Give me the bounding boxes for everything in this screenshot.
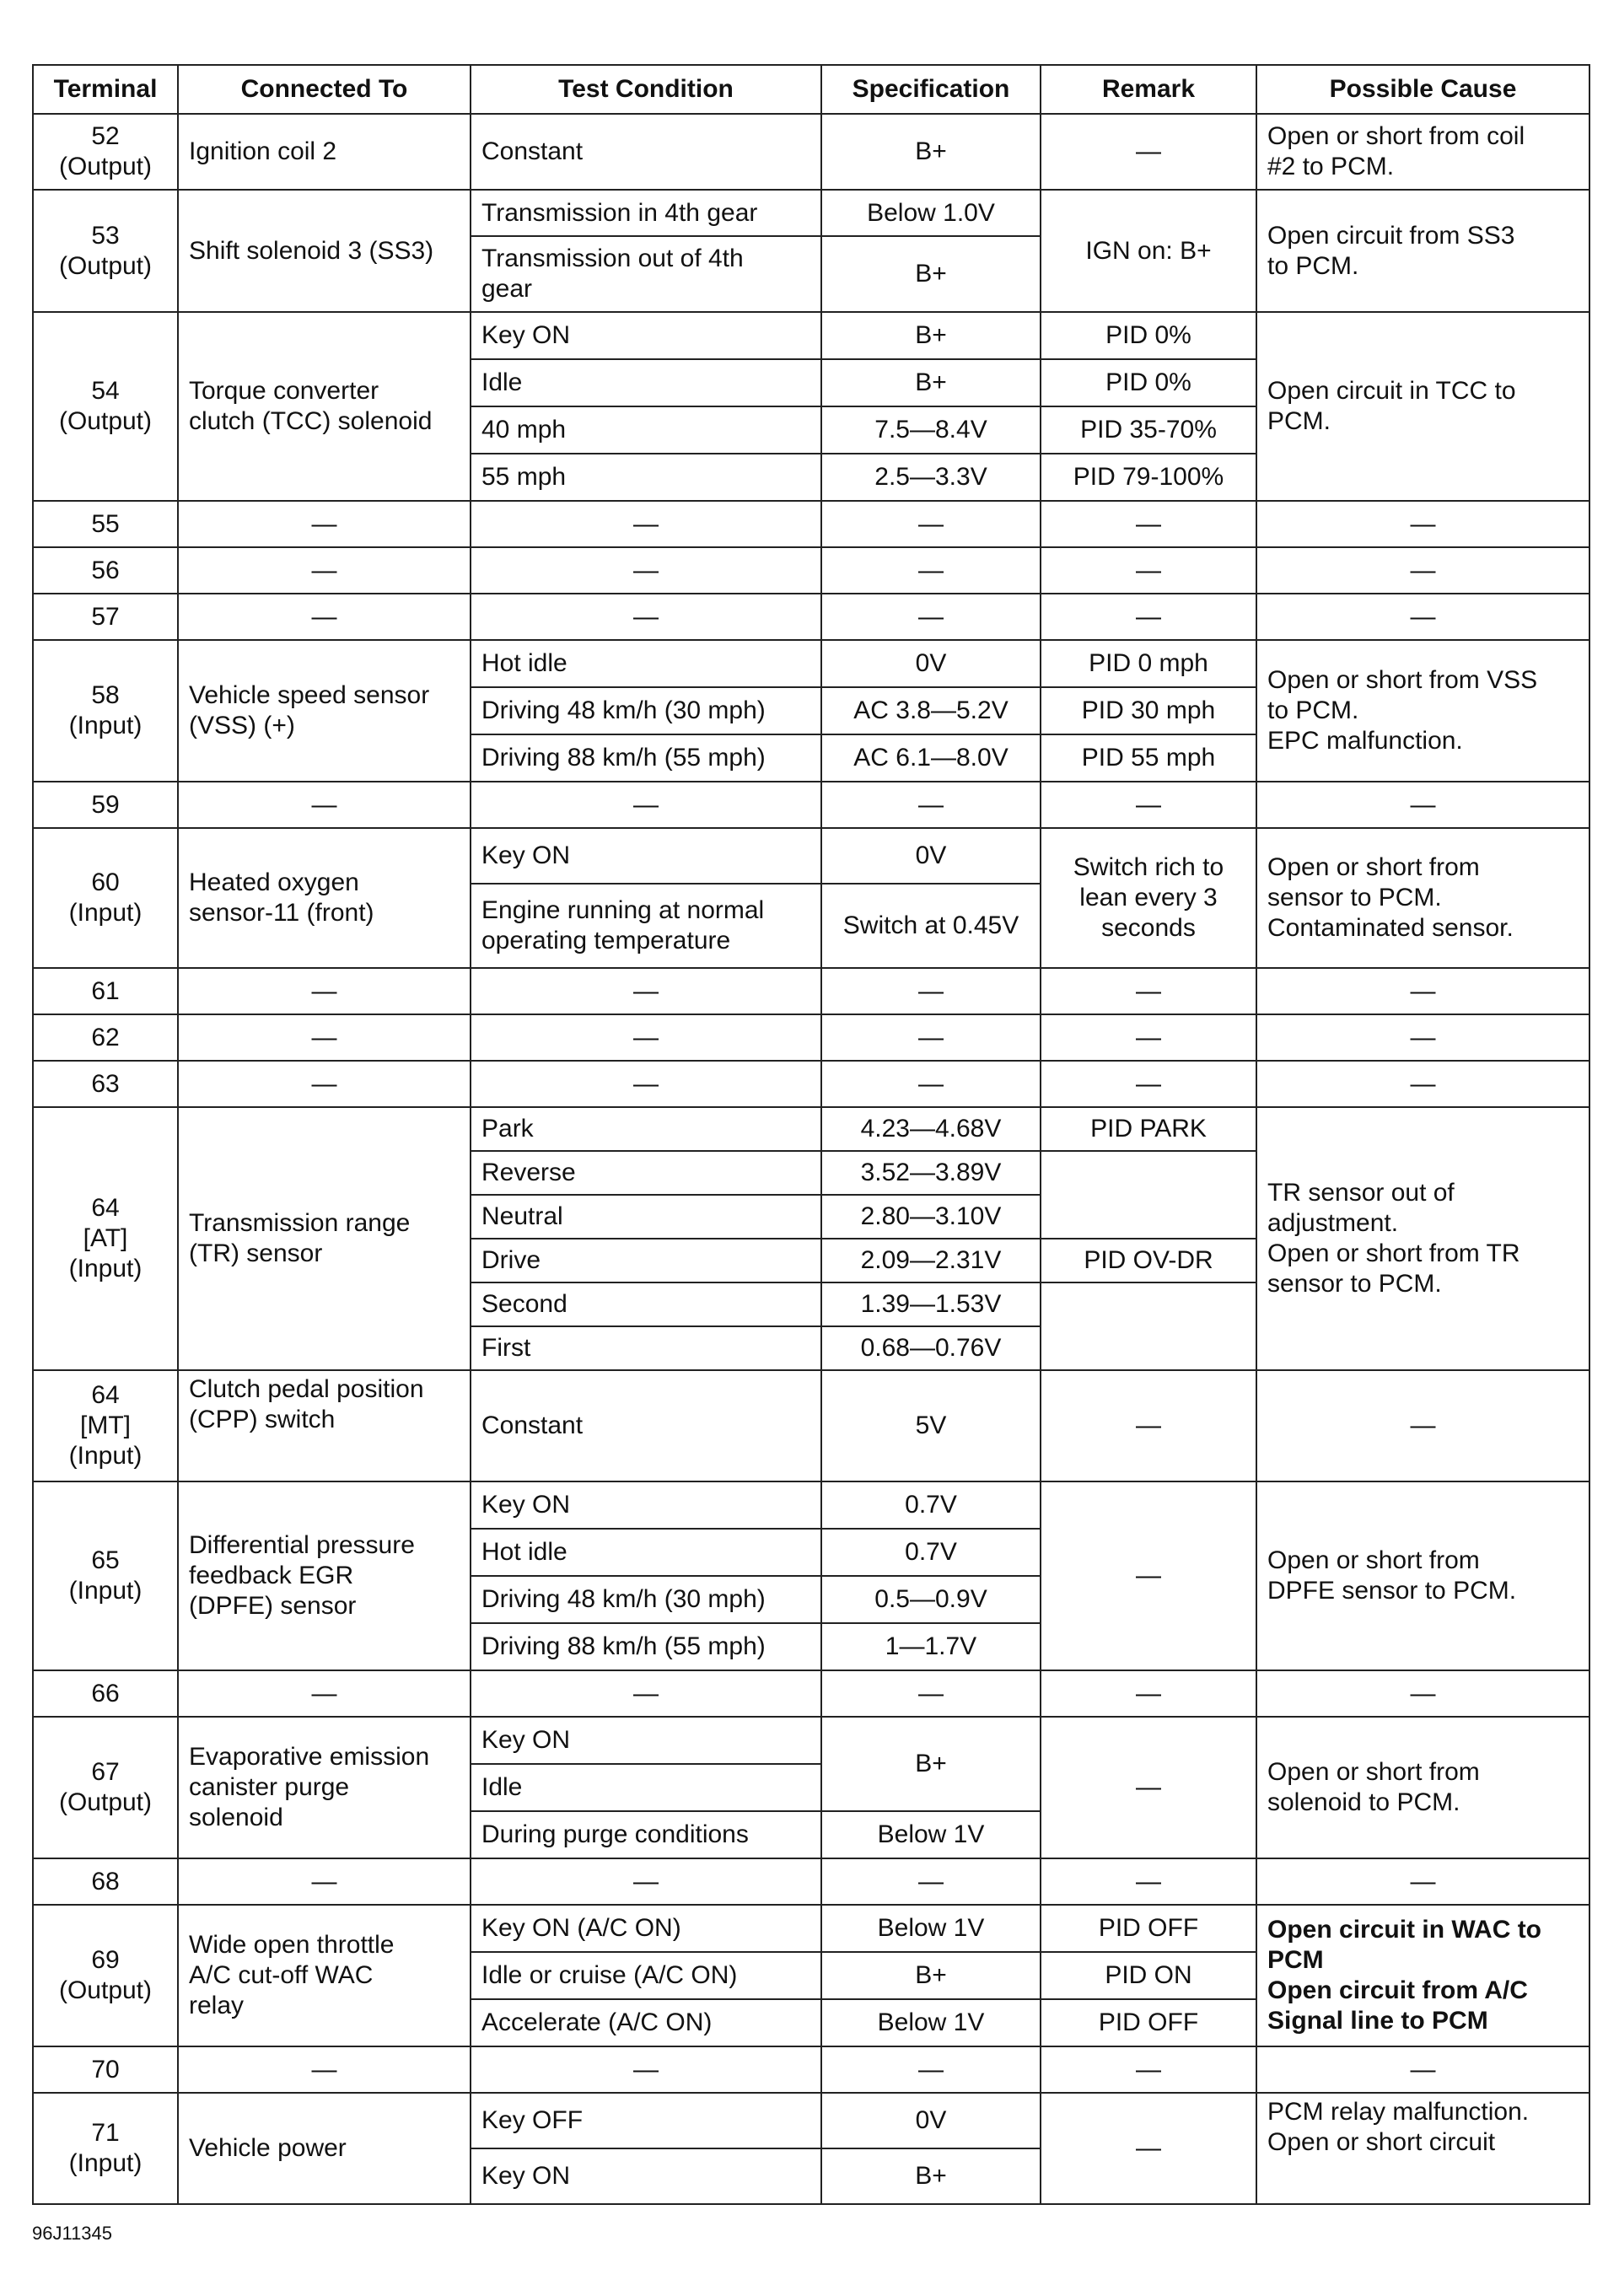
- specification-cell: 0V: [821, 828, 1041, 884]
- remark-cell: PID PARK: [1041, 1107, 1256, 1151]
- specification-cell: Below 1V: [821, 1905, 1041, 1952]
- table-row: [33, 1717, 1589, 1764]
- table-row: [33, 1481, 1589, 1529]
- test-condition-cell: Key ON (A/C ON): [471, 1905, 821, 1952]
- remark-cell: —: [1041, 1481, 1256, 1670]
- connected-to-cell: Wide open throttle A/C cut-off WAC relay: [178, 1905, 471, 2046]
- possible-cause-cell: —: [1256, 594, 1589, 640]
- specification-cell: 0V: [821, 2093, 1041, 2148]
- terminal-cell: 66: [33, 1670, 178, 1717]
- connected-to-cell: —: [178, 2046, 471, 2093]
- test-condition-cell: Second: [471, 1282, 821, 1326]
- terminal-cell: 60 (Input): [33, 828, 178, 968]
- connected-to-cell: Vehicle speed sensor (VSS) (+): [178, 640, 471, 782]
- remark-cell: PID ON: [1041, 1952, 1256, 1999]
- specification-cell: B+: [821, 2148, 1041, 2204]
- possible-cause-cell: TR sensor out of adjustment. Open or short from TR sensor to PCM.: [1256, 1107, 1589, 1370]
- connected-to-cell: Differential pressure feedback EGR (DPFE) sensor: [178, 1481, 471, 1670]
- possible-cause-cell: —: [1256, 547, 1589, 594]
- table-row: [33, 547, 1589, 594]
- table-row: [33, 1858, 1589, 1905]
- terminal-cell: 54 (Output): [33, 312, 178, 501]
- figure-code: 96J11345: [32, 2223, 113, 2244]
- terminal-cell: 67 (Output): [33, 1717, 178, 1858]
- specification-cell: AC 6.1—8.0V: [821, 734, 1041, 782]
- possible-cause-cell: —: [1256, 501, 1589, 547]
- terminal-cell: 64 [AT] (Input): [33, 1107, 178, 1370]
- specification-cell: 2.09—2.31V: [821, 1239, 1041, 1282]
- specification-cell: —: [821, 1858, 1041, 1905]
- possible-cause-cell: Open or short from VSS to PCM. EPC malfunction.: [1256, 640, 1589, 782]
- table-row: [33, 1670, 1589, 1717]
- test-condition-cell: During purge conditions: [471, 1811, 821, 1858]
- terminal-cell: 55: [33, 501, 178, 547]
- test-condition-cell: Engine running at normal operating temperature: [471, 884, 821, 968]
- connected-to-cell: Ignition coil 2: [178, 114, 471, 190]
- specification-cell: —: [821, 2046, 1041, 2093]
- table-row: [33, 114, 1589, 190]
- terminal-cell: 62: [33, 1014, 178, 1061]
- test-condition-cell: —: [471, 782, 821, 828]
- specification-cell: 3.52—3.89V: [821, 1151, 1041, 1195]
- connected-to-cell: Clutch pedal position (CPP) switch: [178, 1370, 471, 1481]
- possible-cause-cell: PCM relay malfunction. Open or short circuit: [1256, 2093, 1589, 2204]
- header-possible-cause: Possible Cause: [1256, 65, 1589, 114]
- specification-cell: Below 1.0V: [821, 190, 1041, 236]
- connected-to-cell: —: [178, 1014, 471, 1061]
- test-condition-cell: Idle: [471, 359, 821, 406]
- test-condition-cell: Idle: [471, 1764, 821, 1811]
- terminal-cell: 61: [33, 968, 178, 1014]
- specification-cell: —: [821, 782, 1041, 828]
- remark-cell: PID 55 mph: [1041, 734, 1256, 782]
- test-condition-cell: —: [471, 1670, 821, 1717]
- remark-cell: [1041, 1151, 1256, 1239]
- test-condition-cell: Key ON: [471, 1717, 821, 1764]
- test-condition-cell: Driving 48 km/h (30 mph): [471, 1576, 821, 1623]
- connected-to-cell: —: [178, 1061, 471, 1107]
- connected-to-cell: —: [178, 782, 471, 828]
- remark-cell: —: [1041, 1717, 1256, 1858]
- table-row: [33, 1061, 1589, 1107]
- remark-cell: —: [1041, 968, 1256, 1014]
- test-condition-cell: Constant: [471, 114, 821, 190]
- possible-cause-cell: Open or short from DPFE sensor to PCM.: [1256, 1481, 1589, 1670]
- specification-cell: 7.5—8.4V: [821, 406, 1041, 454]
- possible-cause-cell: —: [1256, 968, 1589, 1014]
- remark-cell: —: [1041, 1061, 1256, 1107]
- connected-to-cell: —: [178, 968, 471, 1014]
- connected-to-cell: —: [178, 1670, 471, 1717]
- remark-cell: —: [1041, 501, 1256, 547]
- test-condition-cell: Transmission out of 4th gear: [471, 236, 821, 312]
- connected-to-cell: Evaporative emission canister purge solenoid: [178, 1717, 471, 1858]
- remark-cell: PID 0%: [1041, 359, 1256, 406]
- terminal-cell: 65 (Input): [33, 1481, 178, 1670]
- possible-cause-cell: —: [1256, 782, 1589, 828]
- remark-cell: —: [1041, 1670, 1256, 1717]
- specification-cell: 0V: [821, 640, 1041, 687]
- test-condition-cell: 55 mph: [471, 454, 821, 501]
- remark-cell: PID 0 mph: [1041, 640, 1256, 687]
- header-terminal: Terminal: [33, 65, 178, 114]
- terminal-cell: 63: [33, 1061, 178, 1107]
- remark-cell: PID OFF: [1041, 1905, 1256, 1952]
- connected-to-cell: Heated oxygen sensor-11 (front): [178, 828, 471, 968]
- test-condition-cell: Key OFF: [471, 2093, 821, 2148]
- table-row: [33, 1014, 1589, 1061]
- connected-to-cell: —: [178, 547, 471, 594]
- terminal-cell: 70: [33, 2046, 178, 2093]
- specification-cell: B+: [821, 359, 1041, 406]
- test-condition-cell: Driving 88 km/h (55 mph): [471, 734, 821, 782]
- specification-cell: Below 1V: [821, 1811, 1041, 1858]
- terminal-cell: 58 (Input): [33, 640, 178, 782]
- header-test-condition: Test Condition: [471, 65, 821, 114]
- remark-cell: PID 79-100%: [1041, 454, 1256, 501]
- header-row: [33, 65, 1589, 114]
- header-specification: Specification: [821, 65, 1041, 114]
- remark-cell: PID 0%: [1041, 312, 1256, 359]
- specification-cell: —: [821, 968, 1041, 1014]
- specification-cell: B+: [821, 1717, 1041, 1811]
- specification-cell: B+: [821, 236, 1041, 312]
- connected-to-cell: Vehicle power: [178, 2093, 471, 2204]
- specification-cell: —: [821, 1014, 1041, 1061]
- test-condition-cell: Neutral: [471, 1195, 821, 1239]
- specification-cell: 0.7V: [821, 1481, 1041, 1529]
- test-condition-cell: —: [471, 1014, 821, 1061]
- test-condition-cell: —: [471, 2046, 821, 2093]
- table-row: [33, 828, 1589, 884]
- specification-cell: —: [821, 501, 1041, 547]
- test-condition-cell: Transmission in 4th gear: [471, 190, 821, 236]
- remark-cell: —: [1041, 547, 1256, 594]
- connected-to-cell: Transmission range (TR) sensor: [178, 1107, 471, 1370]
- test-condition-cell: Hot idle: [471, 1529, 821, 1576]
- test-condition-cell: Key ON: [471, 828, 821, 884]
- terminal-cell: 68: [33, 1858, 178, 1905]
- test-condition-cell: Idle or cruise (A/C ON): [471, 1952, 821, 1999]
- terminal-cell: 64 [MT] (Input): [33, 1370, 178, 1481]
- test-condition-cell: —: [471, 547, 821, 594]
- test-condition-cell: —: [471, 968, 821, 1014]
- remark-cell: —: [1041, 114, 1256, 190]
- specification-cell: 0.7V: [821, 1529, 1041, 1576]
- test-condition-cell: 40 mph: [471, 406, 821, 454]
- specification-cell: B+: [821, 1952, 1041, 1999]
- connected-to-cell: —: [178, 1858, 471, 1905]
- possible-cause-cell: Open circuit from SS3 to PCM.: [1256, 190, 1589, 312]
- remark-cell: —: [1041, 594, 1256, 640]
- remark-cell: [1041, 1282, 1256, 1370]
- test-condition-cell: First: [471, 1326, 821, 1370]
- table-row: [33, 594, 1589, 640]
- test-condition-cell: Key ON: [471, 312, 821, 359]
- specification-cell: 0.68—0.76V: [821, 1326, 1041, 1370]
- remark-cell: Switch rich to lean every 3 seconds: [1041, 828, 1256, 968]
- test-condition-cell: Key ON: [471, 2148, 821, 2204]
- remark-cell: IGN on: B+: [1041, 190, 1256, 312]
- table-row: [33, 190, 1589, 236]
- possible-cause-cell: Open or short from coil #2 to PCM.: [1256, 114, 1589, 190]
- header-remark: Remark: [1041, 65, 1256, 114]
- remark-cell: PID OV-DR: [1041, 1239, 1256, 1282]
- table-row: [33, 968, 1589, 1014]
- remark-cell: —: [1041, 1858, 1256, 1905]
- possible-cause-cell: Open or short from solenoid to PCM.: [1256, 1717, 1589, 1858]
- table-row: [33, 782, 1589, 828]
- test-condition-cell: Constant: [471, 1370, 821, 1481]
- connected-to-cell: —: [178, 501, 471, 547]
- test-condition-cell: Park: [471, 1107, 821, 1151]
- terminal-cell: 57: [33, 594, 178, 640]
- connected-to-cell: —: [178, 594, 471, 640]
- test-condition-cell: —: [471, 594, 821, 640]
- possible-cause-cell: —: [1256, 1858, 1589, 1905]
- terminal-cell: 56: [33, 547, 178, 594]
- table-row: [33, 2093, 1589, 2148]
- table-row: [33, 1107, 1589, 1151]
- specification-cell: 1.39—1.53V: [821, 1282, 1041, 1326]
- remark-cell: —: [1041, 782, 1256, 828]
- test-condition-cell: Drive: [471, 1239, 821, 1282]
- table-row: [33, 501, 1589, 547]
- possible-cause-cell: Open or short from sensor to PCM. Contaminated sensor.: [1256, 828, 1589, 968]
- possible-cause-cell: Open circuit in TCC to PCM.: [1256, 312, 1589, 501]
- terminal-cell: 53 (Output): [33, 190, 178, 312]
- remark-cell: —: [1041, 2046, 1256, 2093]
- possible-cause-cell: —: [1256, 1670, 1589, 1717]
- possible-cause-cell: —: [1256, 1370, 1589, 1481]
- specification-cell: 0.5—0.9V: [821, 1576, 1041, 1623]
- table-row: [33, 640, 1589, 687]
- test-condition-cell: —: [471, 1061, 821, 1107]
- specification-cell: 2.80—3.10V: [821, 1195, 1041, 1239]
- specification-cell: AC 3.8—5.2V: [821, 687, 1041, 734]
- test-condition-cell: —: [471, 1858, 821, 1905]
- terminal-cell: 71 (Input): [33, 2093, 178, 2204]
- specification-cell: B+: [821, 312, 1041, 359]
- specification-cell: Switch at 0.45V: [821, 884, 1041, 968]
- remark-cell: —: [1041, 1370, 1256, 1481]
- connected-to-cell: Shift solenoid 3 (SS3): [178, 190, 471, 312]
- test-condition-cell: Reverse: [471, 1151, 821, 1195]
- test-condition-cell: —: [471, 501, 821, 547]
- test-condition-cell: Hot idle: [471, 640, 821, 687]
- specification-cell: —: [821, 594, 1041, 640]
- remark-cell: PID OFF: [1041, 1999, 1256, 2046]
- remark-cell: PID 35-70%: [1041, 406, 1256, 454]
- table-row: [33, 312, 1589, 359]
- table-row: [33, 1370, 1589, 1481]
- possible-cause-cell: Open circuit in WAC to PCM Open circuit from A/C Signal line to PCM: [1256, 1905, 1589, 2046]
- specification-cell: 5V: [821, 1370, 1041, 1481]
- specification-cell: 1—1.7V: [821, 1623, 1041, 1670]
- header-connected-to: Connected To: [178, 65, 471, 114]
- specification-cell: —: [821, 547, 1041, 594]
- remark-cell: —: [1041, 2093, 1256, 2204]
- test-condition-cell: Key ON: [471, 1481, 821, 1529]
- connected-to-cell: Torque converter clutch (TCC) solenoid: [178, 312, 471, 501]
- terminal-cell: 59: [33, 782, 178, 828]
- terminal-cell: 52 (Output): [33, 114, 178, 190]
- table-row: [33, 2046, 1589, 2093]
- specification-cell: B+: [821, 114, 1041, 190]
- possible-cause-cell: —: [1256, 1061, 1589, 1107]
- terminal-spec-table: [32, 64, 1590, 2205]
- test-condition-cell: Accelerate (A/C ON): [471, 1999, 821, 2046]
- test-condition-cell: Driving 88 km/h (55 mph): [471, 1623, 821, 1670]
- remark-cell: PID 30 mph: [1041, 687, 1256, 734]
- specification-cell: 2.5—3.3V: [821, 454, 1041, 501]
- remark-cell: —: [1041, 1014, 1256, 1061]
- specification-cell: Below 1V: [821, 1999, 1041, 2046]
- specification-cell: 4.23—4.68V: [821, 1107, 1041, 1151]
- possible-cause-cell: —: [1256, 1014, 1589, 1061]
- terminal-cell: 69 (Output): [33, 1905, 178, 2046]
- table-row: [33, 1905, 1589, 1952]
- specification-cell: —: [821, 1061, 1041, 1107]
- test-condition-cell: Driving 48 km/h (30 mph): [471, 687, 821, 734]
- possible-cause-cell: —: [1256, 2046, 1589, 2093]
- specification-cell: —: [821, 1670, 1041, 1717]
